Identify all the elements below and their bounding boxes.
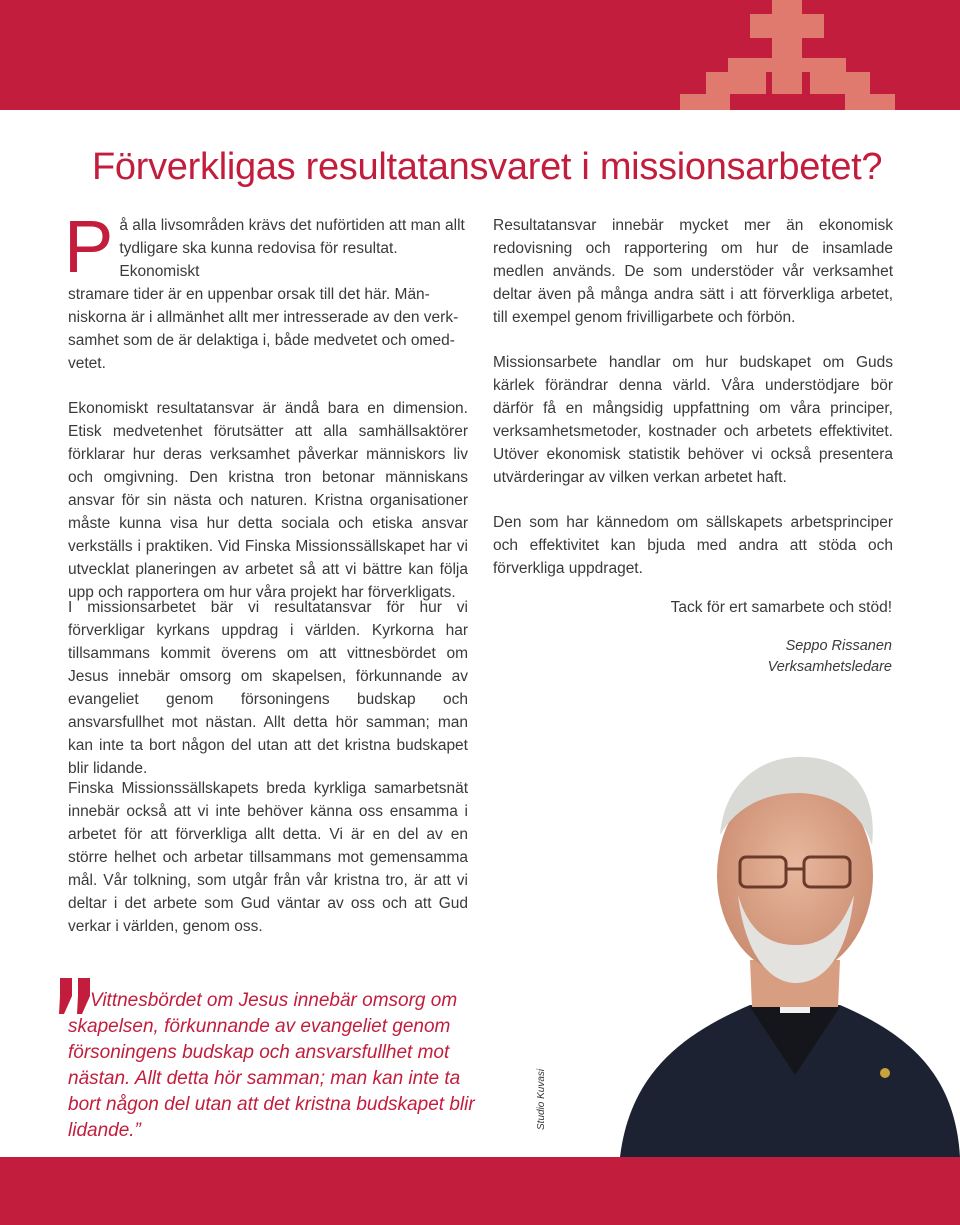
paragraph-network: Finska Missionssällskapets breda kyrkliga samarbetsnät innebär också att vi inte behöver känna oss ensamma i arbetet för att förverkliga allt detta. Vi är en del av en större helhet och arbetar tillsammans mot gemensamma mål. Vår tolkning, som utgår från vår kristna tro, är att vi deltar i det arbete som Gud väntar av oss och att Gud verkar i världen, genom oss.: [68, 780, 468, 935]
portrait-photo: [600, 745, 960, 1157]
cross-pattern-logo: [680, 0, 895, 110]
paragraph-knowledge: Den som har kännedom om sällskapets arbetsprinciper och effektivitet kan bjuda med andra att stöda och förverkliga uppdraget.: [493, 514, 893, 577]
pull-quote: [68, 988, 498, 1144]
paragraph-mission-work: Missionsarbete handlar om hur budskapet om Guds kärlek förändrar denna värld. Våra understödjare bör därför få en mångsidig uppfattning om våra principer, verksamhetsmetoder, kostnader och arbetets effektivitet. Utöver ekonomisk statistik behöver vi också presentera utvärderingar av vilken verkan arbetet haft.: [493, 354, 893, 486]
intro-line: vetet.: [68, 355, 106, 372]
pull-quote-text: Vittnesbördet om Jesus innebär omsorg om skapelsen, förkunnande av evangeliet genom försoningens budskap och ansvarsfullhet mot nästan. Allt detta hör samman; man kan inte ta bort någon del utan att det kristna budskapet blir lidande.”: [68, 990, 475, 1141]
intro-line: stramare tider är en uppenbar orsak till det här. Män-: [68, 286, 430, 303]
paragraph-responsibility: Resultatansvar innebär mycket mer än ekonomisk redovisning och rapportering om hur de insamlade medlen används. De som understöder vår verksamhet deltar även på många andra sätt i att förverkliga arbetet, till exempel genom frivilligarbete och förbön.: [493, 217, 893, 326]
left-column-middle: [68, 596, 468, 780]
drop-cap: P: [64, 205, 114, 288]
page-title: Förverkligas resultatansvaret i missionsarbetet?: [92, 146, 883, 188]
paragraph-church-mission: I missionsarbetet bär vi resultatansvar för hur vi förverkligar kyrkans uppdrag i världen. Kyrkorna har tillsammans kommit överens om att vittnesbördet om Jesus innebär omsorg om skapelsen, förkunnande av evangeliet genom försoningens budskap och ansvarsfullhet mot nästan. Allt detta hör samman; man kan inte ta bort någon del utan att det kristna budskapet blir lidande.: [68, 599, 468, 777]
intro-line: å alla livsområden krävs det nuförtiden att man allt: [119, 217, 465, 234]
intro-paragraph: [68, 214, 468, 375]
photo-credit: Studio Kuvasi: [536, 1068, 547, 1130]
intro-line: samhet som de är delaktiga i, både medvetet och omed-: [68, 332, 455, 349]
intro-line: tydligare ska kunna redovisa för resultat. Ekonomiskt: [119, 240, 398, 280]
signature-role: Verksamhetsledare: [767, 659, 892, 675]
thanks-line: Tack för ert samarbete och stöd!: [670, 599, 892, 616]
left-column-top: [64, 205, 468, 604]
right-column-top: [493, 214, 893, 580]
paragraph-ethical: Ekonomiskt resultatansvar är ändå bara en dimension. Etisk medvetenhet förutsätter att alla samhällsaktörer förklarar hur deras verksamhet påverkar människors liv och omgivning. Den kristna tron betonar människans ansvar för sin nästa och naturen. Kristna organisationer måste kunna visa hur detta sociala och etiska ansvar verkställs i praktiken. Vid Finska Missionssällskapet har vi utvecklat planeringen av arbetet så att vi bättre kan följa upp och rapportera om hur våra projekt har förverkligats.: [68, 400, 468, 601]
intro-line: niskorna är i allmänhet allt mer intresserade av den verk-: [68, 309, 459, 326]
bottom-red-band: [0, 1157, 960, 1225]
left-column-lower: [68, 777, 468, 938]
signature-name: Seppo Rissanen: [785, 638, 892, 654]
